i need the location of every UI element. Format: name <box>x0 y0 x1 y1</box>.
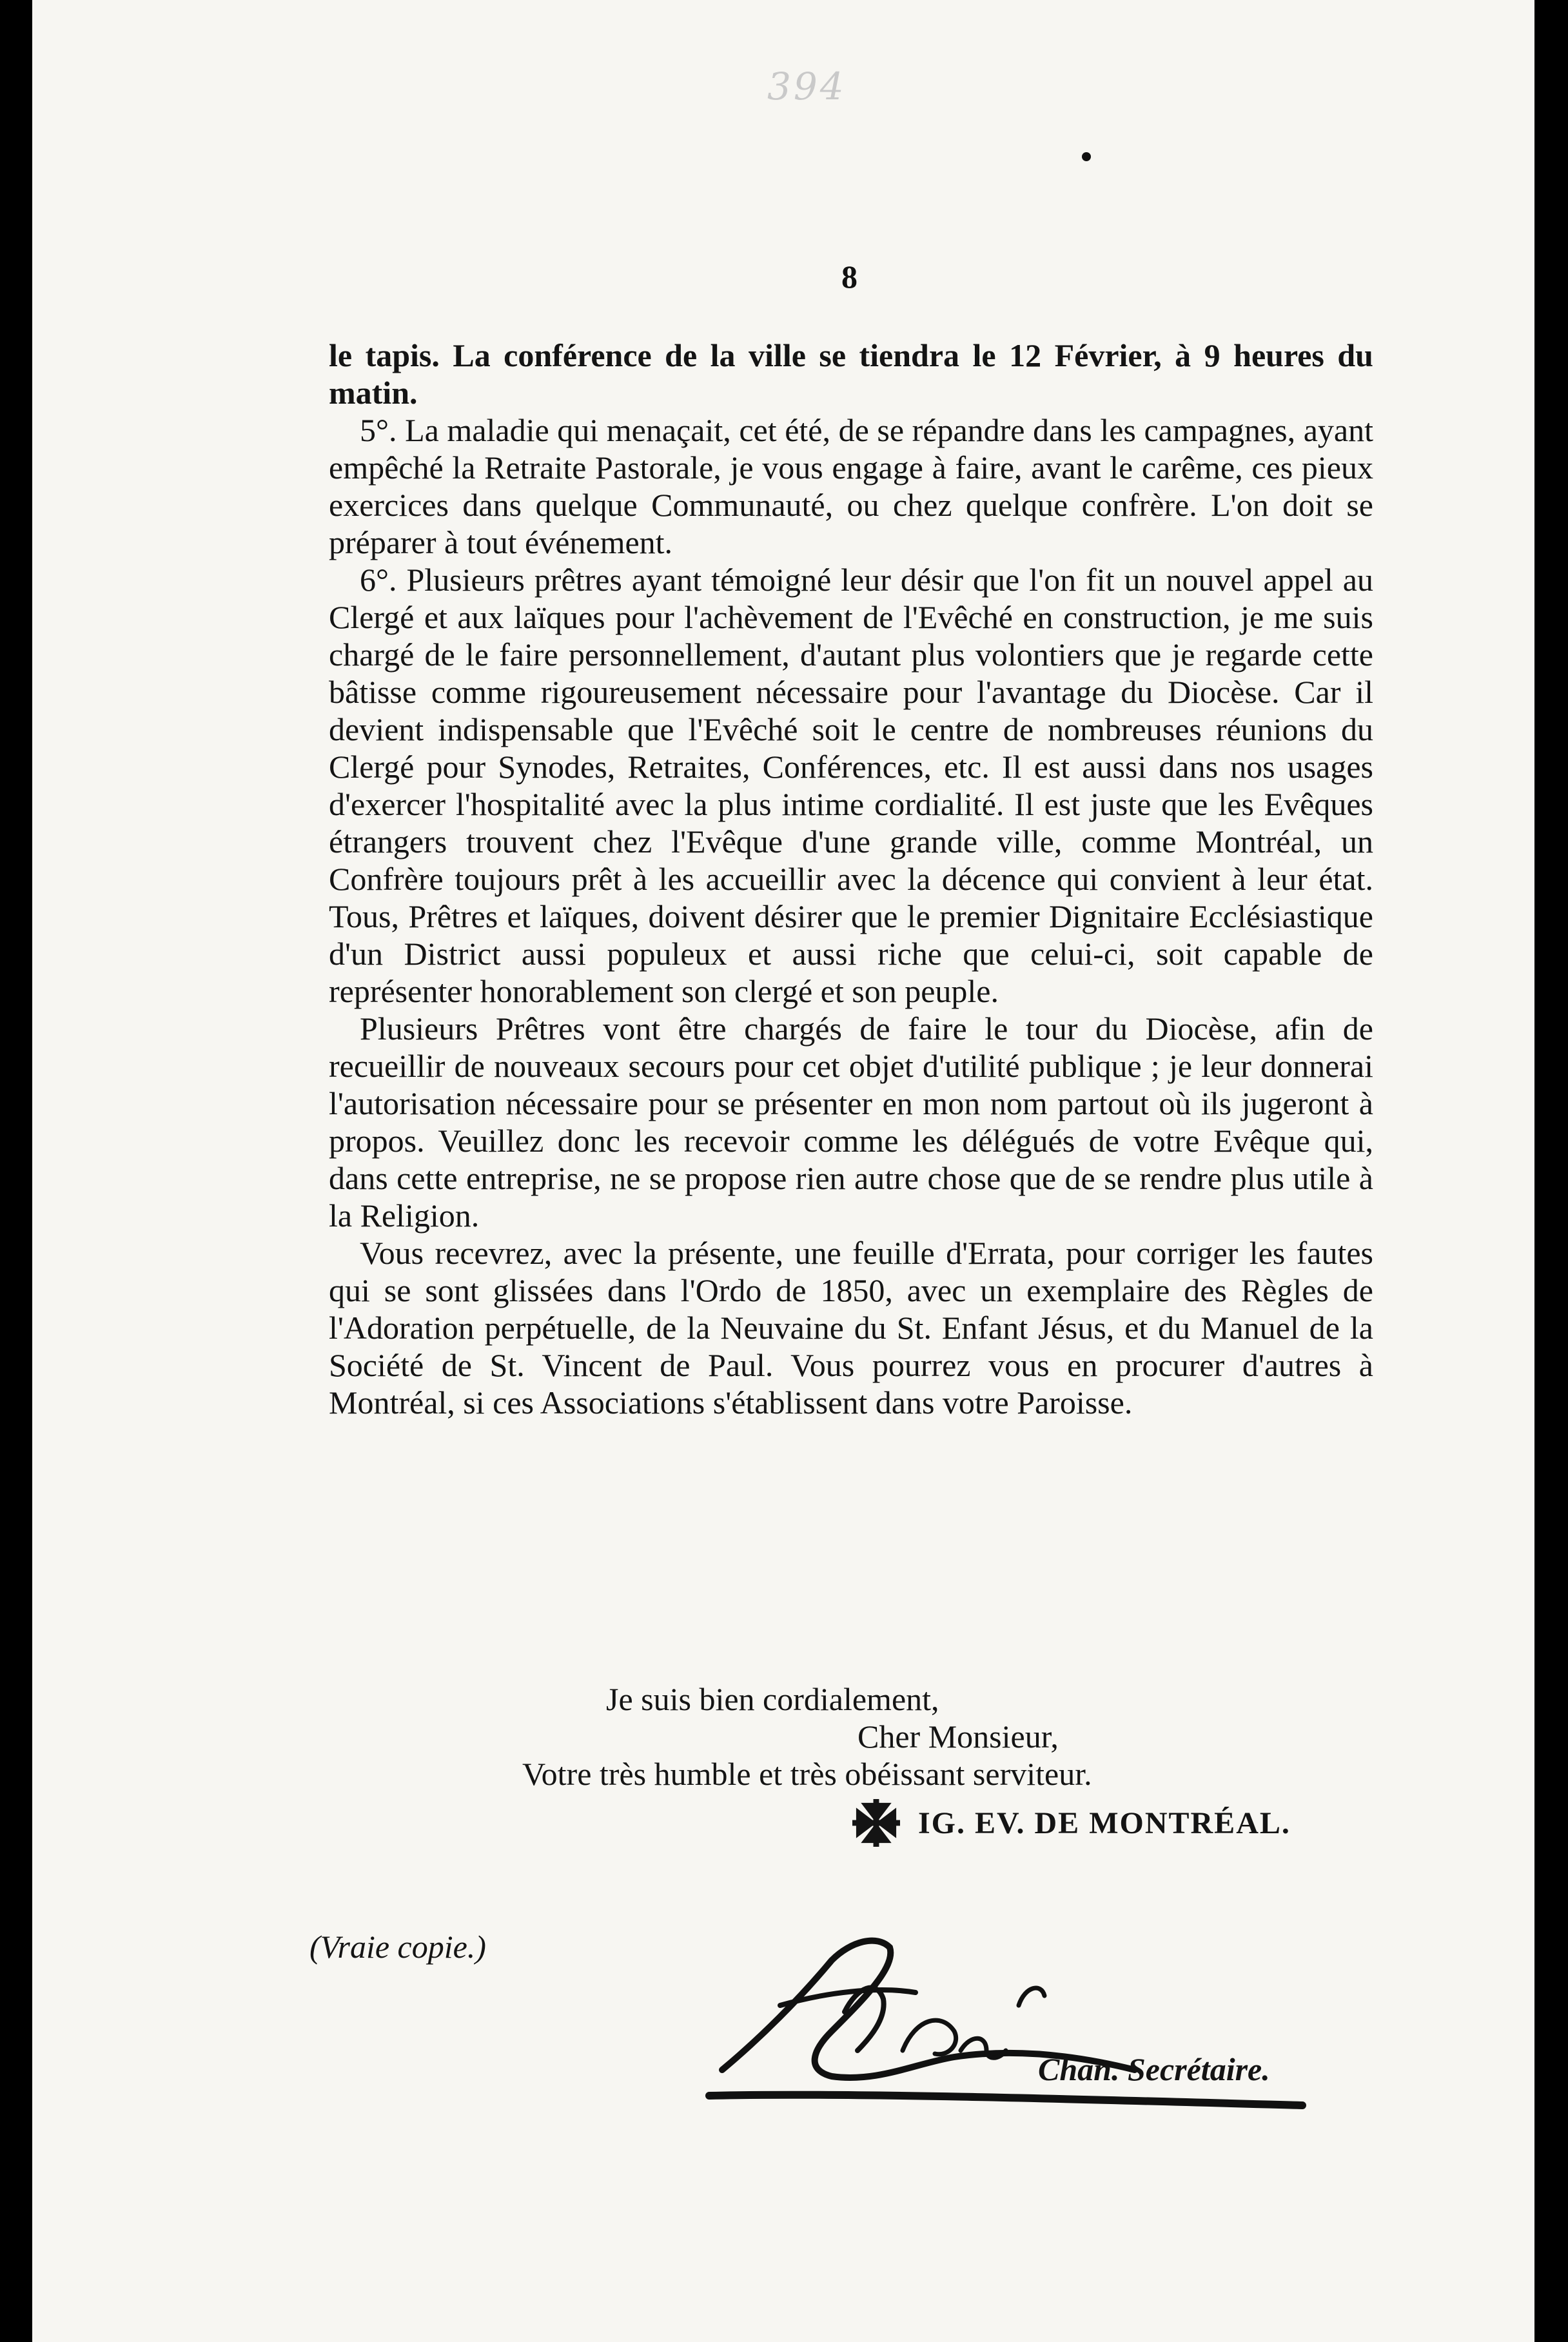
paragraph-6: 6°. Plusieurs prêtres ayant témoigné leur désir que l'on fit un nouvel appel au Clergé et aux laïques pour l'achèvement de l'Evêché en construction, je me suis chargé de le faire personnellement, d'autant plus volontiers que je regarde cette bâtisse comme rigoureusement nécessaire pour l'avantage du Diocèse. Car il devient indispensable que l'Evêché soit le centre de nombreuses réunions du Clergé pour Synodes, Retraites, Conférences, etc. Il est aussi dans nos usages d'exercer l'hospitalité avec la plus intime cordialité. Il est juste que les Evêques étrangers trouvent chez l'Evêque d'une grande ville, comme Montréal, un Confrère toujours prêt à les accueillir avec la décence qui convient à leur état. Tous, Prêtres et laïques, doivent désirer que le premier Dignitaire Ecclésiastique d'un District aussi populeux et aussi riche que celui-ci, soit capable de représenter honorablement son clergé et son peuple. <box>329 562 1373 1009</box>
bishop-signature-text: IG. EV. DE MONTRÉAL. <box>918 1806 1291 1840</box>
page-number: 8 <box>841 259 858 295</box>
maltese-cross-icon <box>852 1799 900 1847</box>
document-page <box>32 0 1534 2342</box>
true-copy-note: (Vraie copie.) <box>309 1929 486 1965</box>
paragraph-errata: Vous recevrez, avec la présente, une feuille d'Errata, pour corriger les fautes qui se sont glissées dans l'Ordo de 1850, avec un exemplaire des Règles de l'Adoration perpétuelle, de la Neuvaine du St. Enfant Jésus, et du Manuel de la Société de St. Vincent de Paul. Vous pourrez vous en procurer d'autres à Montréal, si ces Associations s'établissent dans votre Paroisse. <box>329 1235 1373 1421</box>
secretary-title: Chan. Secrétaire. <box>1038 2051 1270 2087</box>
ink-dot <box>1082 152 1091 161</box>
bishop-signature <box>852 1799 1291 1847</box>
closing-salutation: Je suis bien cordialement, <box>606 1681 939 1717</box>
archive-number: 394 <box>767 64 847 108</box>
letter-body <box>329 337 1373 1421</box>
closing-servant: Votre très humble et très obéissant serviteur. <box>522 1756 1092 1792</box>
closing-address: Cher Monsieur, <box>858 1718 1059 1755</box>
paragraph-5: 5°. La maladie qui menaçait, cet été, de se répandre dans les campagnes, ayant empêché la Retraite Pastorale, je vous engage à faire, avant le carême, ces pieux exercices dans quelque Communauté, ou chez quelque confrère. L'on doit se préparer à tout événement. <box>329 412 1373 560</box>
paragraph-continuation: le tapis. La conférence de la ville se tiendra le 12 Février, à 9 heures du matin. <box>329 337 1373 411</box>
handwritten-signature <box>683 1922 1328 2128</box>
paragraph-pretres: Plusieurs Prêtres vont être chargés de faire le tour du Diocèse, afin de recueillir de nouveaux secours pour cet objet d'utilité publique ; je leur donnerai l'autorisation nécessaire pour se présenter en mon nom partout où ils jugeront à propos. Veuillez donc les recevoir comme les délégués de votre Evêque qui, dans cette entreprise, ne se propose rien autre chose que de se rendre plus utile à la Religion. <box>329 1010 1373 1234</box>
